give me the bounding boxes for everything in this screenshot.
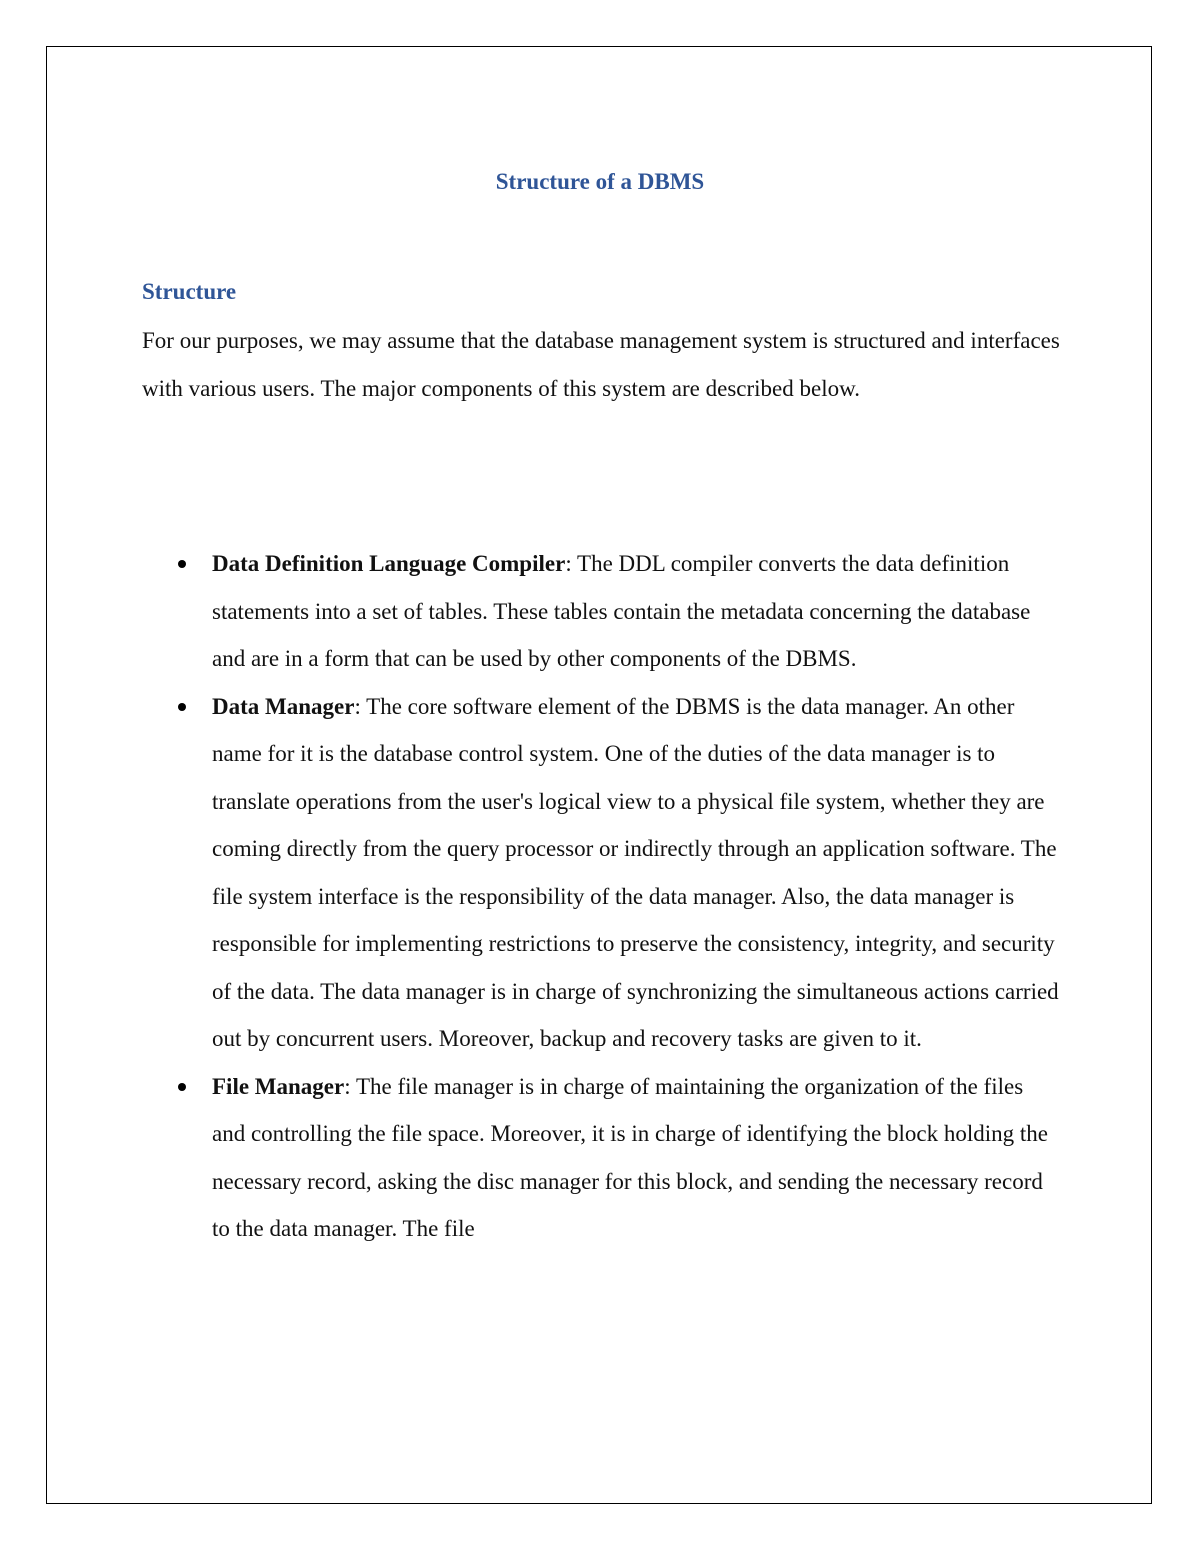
components-list [142, 540, 1062, 1253]
item-text: : The core software element of the DBMS is the data manager. An other name for it is the database control system. One of the duties of the data manager is to translate operations from the user's logical view to a physical file system, whether they are coming directly from the query processor or indirectly through an application software. The file system interface is the responsibility of the data manager. Also, the data manager is responsible for implementing restrictions to preserve the consistency, integrity, and security of the data. The data manager is in charge of synchronizing the simultaneous actions carried out by concurrent users. Moreover, backup and recovery tasks are given to it. [212, 693, 1059, 1051]
intro-paragraph: For our purposes, we may assume that the database management system is structured and interfaces with various users. The major components of this system are described below. [142, 328, 1060, 401]
item-term: Data Definition Language Compiler [212, 551, 566, 576]
section-heading: Structure [142, 279, 237, 304]
item-term: File Manager [212, 1073, 345, 1099]
bullet-icon [178, 703, 186, 711]
document-title: Structure of a DBMS [495, 169, 705, 194]
bullet-icon [178, 1083, 186, 1091]
bullet-icon [178, 560, 186, 568]
list-item-data-manager [142, 683, 1062, 1063]
list-item-file-manager [142, 1063, 1062, 1253]
item-text: : The file manager is in charge of maintaining the organization of the files and controlling the file space. Moreover, it is in charge of identifying the block holding the necessary record, asking the disc manager for this block, and sending the necessary record to the data manager. The file [212, 1073, 1049, 1241]
item-term: Data Manager [212, 693, 355, 719]
item-text: : The DDL compiler converts the data definition statements into a set of tables. These tables contain the metadata concerning the database and are in a form that can be used by other components of the DBMS. [212, 551, 1031, 671]
list-item-ddl-compiler [142, 540, 1062, 683]
